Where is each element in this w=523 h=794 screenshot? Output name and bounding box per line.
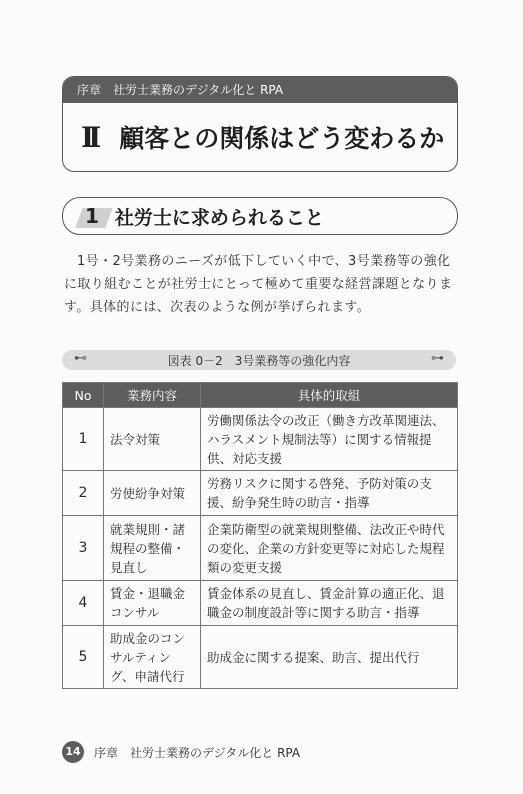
running-footer: 序章 社労士業務のデジタル化と RPA xyxy=(94,746,301,760)
row-number: 4 xyxy=(63,581,104,626)
section-title-row xyxy=(63,103,457,171)
row-category: 法令対策 xyxy=(104,408,201,471)
row-details: 労務リスクに関する啓発、予防対策の支援、紛争発生時の助言・指導 xyxy=(201,471,458,516)
section-title: 顧客との関係はどう変わるか xyxy=(119,124,445,153)
row-number: 3 xyxy=(63,516,104,581)
figure-caption: 3号業務等の強化内容 xyxy=(234,353,351,368)
row-category: 就業規則・諸規程の整備・見直し xyxy=(104,516,201,581)
subsection-title: 社労士に求められること xyxy=(114,206,324,229)
usb-connector-icon: ⊶ xyxy=(431,351,444,366)
row-number: 2 xyxy=(63,471,104,516)
row-details: 賃金体系の見直し、賃金計算の適正化、退職金の制度設計等に関する助言・指導 xyxy=(201,581,458,626)
subsection-number: 1 xyxy=(85,204,99,228)
row-details: 労働関係法令の改正（働き方改革関連法、ハラスメント規制法等）に関する情報提供、対応支援 xyxy=(201,408,458,471)
table-row xyxy=(63,471,458,516)
chapter-header-box xyxy=(62,76,458,172)
row-category: 労使紛争対策 xyxy=(104,471,201,516)
subsection-heading xyxy=(62,197,458,235)
figure-number: 図表 0－2 xyxy=(167,353,223,368)
row-category: 賃金・退職金コンサル xyxy=(104,581,201,626)
table-row xyxy=(63,516,458,581)
table-row xyxy=(63,626,458,689)
figure-caption-bar xyxy=(62,350,456,370)
row-category: 助成金のコンサルティング、申請代行 xyxy=(104,626,201,689)
col-header-category: 業務内容 xyxy=(104,383,201,408)
page-number: 14 xyxy=(62,741,84,763)
chapter-band: 序章 社労士業務のデジタル化と RPA xyxy=(63,77,457,103)
usb-connector-icon: ⊷ xyxy=(74,351,87,366)
row-details: 助成金に関する提案、助言、提出代行 xyxy=(201,626,458,689)
table-header-row xyxy=(63,383,458,408)
section-roman-numeral: II xyxy=(81,120,96,154)
body-paragraph: 1号・2号業務のニーズが低下していく中で、3号業務等の強化に取り組むことが社労士にとって極めて重要な経営課題となります。具体的には、次表のような例が挙げられます。 xyxy=(64,254,453,315)
col-header-no: No xyxy=(63,383,104,408)
row-number: 5 xyxy=(63,626,104,689)
enhancement-table xyxy=(62,382,458,689)
row-details: 企業防衛型の就業規則整備、法改正や時代の変化、企業の方針変更等に対応した規程類の変更支援 xyxy=(201,516,458,581)
table-row xyxy=(63,408,458,471)
table-row xyxy=(63,581,458,626)
col-header-details: 具体的取組 xyxy=(201,383,458,408)
row-number: 1 xyxy=(63,408,104,471)
